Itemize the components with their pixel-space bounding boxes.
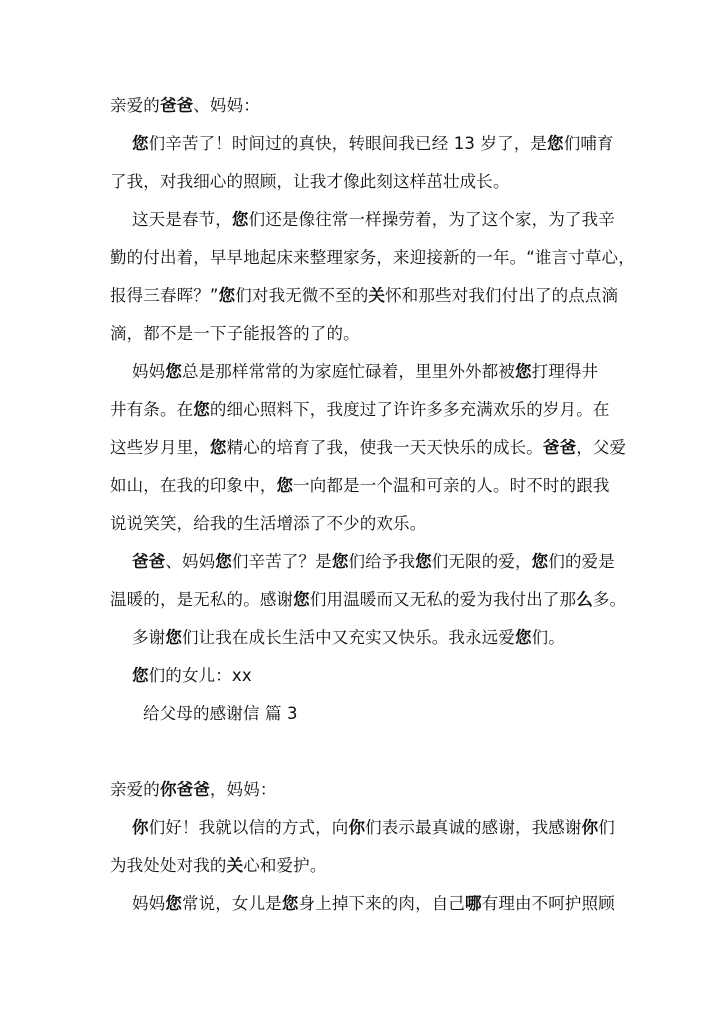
signature-line	[132, 665, 252, 687]
text-run: 你爸爸	[159, 780, 210, 799]
text-run: 说说笑笑，给我的生活增添了不少的欢乐。	[110, 514, 427, 533]
text-run: 心和爱护。	[243, 856, 327, 875]
paragraph-line	[132, 627, 565, 649]
paragraph-line	[110, 323, 360, 345]
paragraph-line	[132, 893, 615, 915]
text-run: 您	[218, 286, 236, 305]
text-run: 你	[132, 818, 149, 837]
text-run: 么	[576, 590, 593, 609]
text-run: 您	[231, 210, 249, 229]
text-run: 、妈妈	[165, 552, 216, 571]
text-run: 爸爸	[159, 96, 194, 115]
text-run: 爸爸	[132, 552, 166, 571]
text-run: 您	[209, 438, 227, 457]
paragraph-line	[132, 817, 615, 839]
text-run: 关	[226, 856, 244, 875]
text-run: 勤的付出着，早早地起床来整理家务，来迎接新的一年。“谁言寸草心，	[110, 248, 635, 267]
text-run: 您	[331, 552, 349, 571]
text-run: 温暖的，是无私的。感谢	[110, 590, 294, 609]
text-run: 您	[514, 628, 532, 647]
paragraph-line	[110, 513, 426, 535]
text-run: 您	[415, 552, 432, 571]
text-run: 您	[165, 628, 182, 647]
text-run: 了我，对我细心的照顾，让我才像此刻这样茁壮成长。	[110, 172, 510, 191]
text-run: 你	[581, 818, 599, 837]
text-run: 们好！我就以信的方式，向	[148, 818, 349, 837]
paragraph-line	[110, 475, 610, 497]
text-run: 您	[514, 362, 532, 381]
text-run: 、妈妈：	[193, 96, 260, 115]
text-run: 们。	[531, 628, 565, 647]
text-run: 精心的培育了我，使我一天天快乐的成长。	[226, 438, 543, 457]
text-run: ，父爱	[576, 438, 627, 457]
text-run: 井有条。在	[110, 400, 194, 419]
text-run: 们无限的爱，	[431, 552, 532, 571]
text-run: 您	[531, 552, 549, 571]
text-run: 们哺育	[563, 134, 614, 153]
text-run: 这些岁月里，	[110, 438, 210, 457]
text-run: 一向都是一个温和可亲的人。时不时的跟我	[293, 476, 610, 495]
text-run: 这天是春节，	[132, 210, 232, 229]
text-run: 你	[348, 818, 366, 837]
text-run: 们辛苦了！时间过的真快，转眼间我已经 13 岁了，是	[148, 134, 548, 153]
text-run: 的细心照料下，我度过了许许多多充满欢乐的岁月。在	[209, 400, 610, 419]
paragraph-line	[110, 855, 326, 877]
text-run: 们给予我	[348, 552, 416, 571]
text-run: 们辛苦了？是	[231, 552, 332, 571]
text-run: 您	[132, 134, 149, 153]
text-run: 您	[193, 400, 210, 419]
text-run: 亲爱的	[110, 780, 160, 799]
text-run: 们用温暖而又无私的爱为我付出了那	[309, 590, 577, 609]
text-run: 您	[165, 894, 182, 913]
text-run: 爸爸	[542, 438, 577, 457]
text-run: 们表示最真诚的感谢，我感谢	[365, 818, 582, 837]
text-run: 哪	[465, 894, 482, 913]
text-run: 们还是像往常一样操劳着，为了这个家，为了我辛	[248, 210, 615, 229]
paragraph-line	[132, 133, 614, 155]
text-run: 您	[276, 476, 294, 495]
paragraph-line	[110, 437, 626, 459]
text-run: 总是那样常常的为家庭忙碌着，里里外外都被	[181, 362, 515, 381]
text-run: 报得三春晖？”	[110, 286, 219, 305]
paragraph-line	[110, 285, 618, 307]
text-run: 关	[368, 286, 386, 305]
text-run: 多。	[592, 590, 627, 609]
text-run: 怀和那些对我们付出了的点点滴	[385, 286, 619, 305]
text-run: 们让我在成长生活中又充实又快乐。我永远爱	[181, 628, 515, 647]
text-run: 滴，都不是一下子能报答的了的。	[110, 324, 360, 343]
text-run: 您	[281, 894, 299, 913]
text-run: 您	[215, 552, 232, 571]
paragraph-line	[110, 247, 635, 269]
text-run: 们	[598, 818, 615, 837]
paragraph-line	[110, 399, 610, 421]
text-run: 们的爱是	[548, 552, 615, 571]
text-run: 打理得井	[531, 362, 599, 381]
text-run: 您	[547, 134, 564, 153]
paragraph-line	[132, 361, 598, 383]
text-run: 妈妈	[132, 362, 166, 381]
paragraph-line	[132, 551, 615, 573]
text-run: 身上掉下来的肉，自己	[298, 894, 466, 913]
text-run: 有理由不呵护照顾	[481, 894, 615, 913]
text-run: 为我处处对我的	[110, 856, 227, 875]
salutation-2	[110, 779, 277, 801]
text-run: 您	[165, 362, 182, 381]
text-run: 多谢	[132, 628, 166, 647]
paragraph-line	[132, 209, 615, 231]
salutation-1	[110, 95, 260, 117]
paragraph-line	[110, 589, 626, 611]
text-run: 们对我无微不至的	[235, 286, 369, 305]
text-run: 您	[293, 590, 310, 609]
section-title: 给父母的感谢信 篇 3	[143, 704, 298, 723]
text-run: ，妈妈：	[209, 780, 277, 799]
text-run: 们的女儿：xx	[148, 666, 252, 685]
paragraph-line	[110, 171, 510, 193]
text-run: 妈妈	[132, 894, 166, 913]
text-run: 常说，女儿是	[181, 894, 282, 913]
text-run: 如山，在我的印象中，	[110, 476, 277, 495]
text-run: 亲爱的	[110, 96, 160, 115]
text-run: 您	[132, 666, 149, 685]
